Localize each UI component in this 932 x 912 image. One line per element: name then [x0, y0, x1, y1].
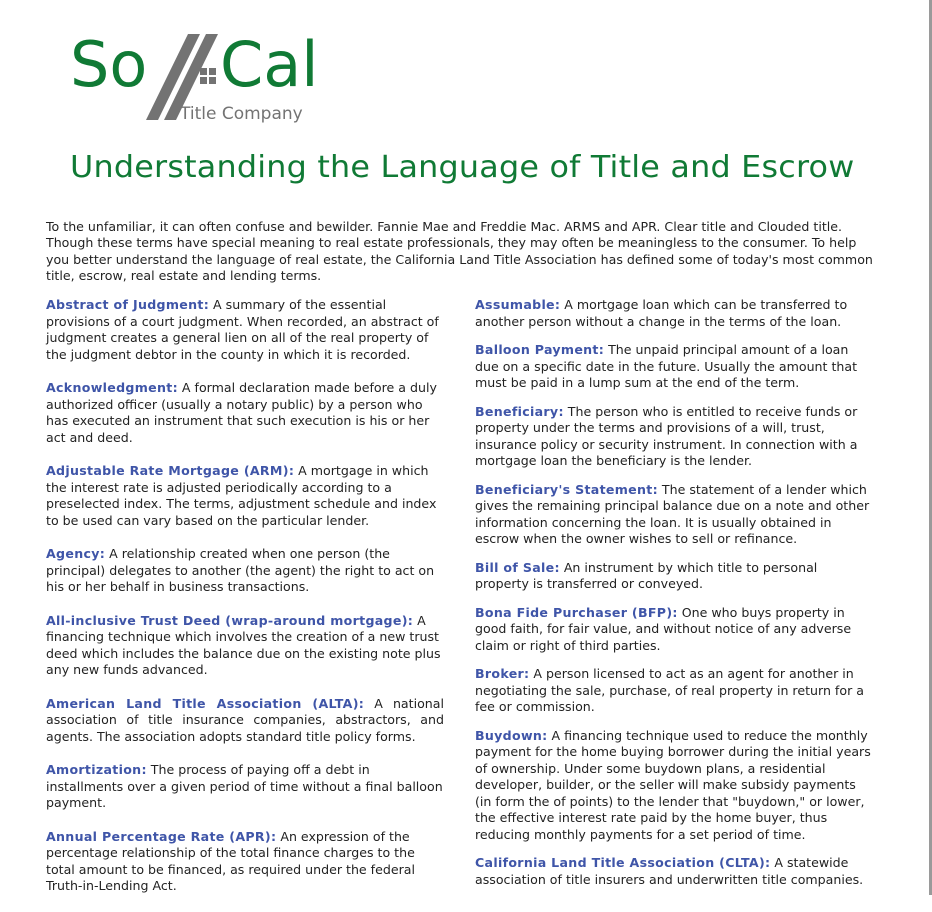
term-definition: The unpaid principal amount of a loan due on a specific date in the future. Usually the amount that must be paid in a lump sum at the end of the term. [475, 342, 858, 390]
logo-cal-text: Cal [220, 28, 319, 101]
glossary-entry [46, 829, 444, 895]
glossary-entry [46, 463, 444, 529]
intro-paragraph: To the unfamiliar, it can often confuse and bewilder. Fannie Mae and Freddie Mac. ARMS and APR. Clear title and Clouded title. Though these terms have special meaning to real estate professionals, they may often be meaningless to the consumer. To help you better understand the language of real estate, the California Land Title Association has defined some of today's most common title, escrow, real estate and lending terms. [46, 218, 873, 284]
glossary-entry [46, 762, 444, 812]
glossary-entry [475, 342, 873, 392]
term-label: Acknowledgment: [46, 380, 178, 395]
logo-subtitle: Title Company [180, 104, 303, 124]
term-definition: The statement of a lender which gives the remaining principal balance due on a note and other information concerning the loan. It is usually obtained in escrow when the owner wishes to sell or refinance. [475, 481, 870, 546]
term-label: Adjustable Rate Mortgage (ARM): [46, 463, 295, 478]
term-definition: A relationship created when one person (the principal) delegates to another (the agent) the right to act on his or her behalf in business transactions. [46, 546, 435, 594]
term-definition: An instrument by which title to personal property is transferred or conveyed. [475, 559, 818, 591]
glossary-entry [475, 482, 873, 548]
term-definition: A person licensed to act as an agent for another in negotiating the sale, purchase, of real property in return for a fee or commission. [475, 666, 864, 714]
glossary-entry [475, 560, 873, 593]
page-title: Understanding the Language of Title and Escrow [70, 150, 855, 186]
glossary-entry [46, 380, 444, 446]
term-definition: A summary of the essential provisions of a court judgment. When recorded, an abstract of judgment creates a general lien on all of the real property of the judgment debtor in the county in which it is recorded. [46, 297, 439, 362]
term-definition: The person who is entitled to receive funds or property under the terms and provisions of a will, trust, insurance policy or security instrument. In connection with a mortgage loan the beneficiary is the lender. [475, 403, 858, 468]
socal-logo [70, 28, 350, 128]
term-label: Buydown: [475, 727, 548, 743]
term-definition: A mortgage in which the interest rate is adjusted periodically according to a preselected index. The terms, adjustment schedule and index to be used can vary based on the particular lender. [46, 463, 437, 528]
term-label: Agency: [46, 546, 106, 561]
term-label: American Land Title Association (ALTA): [46, 695, 365, 711]
term-label: Annual Percentage Rate (APR): [46, 828, 277, 844]
term-label: Beneficiary's Statement: [475, 481, 658, 497]
term-definition: A national association of title insurance companies, abstractors, and agents. The association adopts standard title policy forms. [46, 695, 444, 744]
term-definition: A mortgage loan which can be transferred to another person without a change in the terms of the loan. [475, 297, 848, 329]
glossary-entry [475, 855, 873, 888]
term-definition: An expression of the percentage relationship of the total finance charges to the total amount to be financed, as required under the federal Truth-in-Lending Act. [46, 828, 416, 893]
term-label: Bill of Sale: [475, 559, 560, 575]
term-definition: A formal declaration made before a duly authorized officer (usually a notary public) by a person who has executed an instrument that such execution is his or her act and deed. [46, 380, 437, 445]
glossary-entry [46, 546, 444, 596]
term-label: Broker: [475, 666, 530, 681]
term-label: Abstract of Judgment: [46, 297, 210, 312]
logo-mark-icon [70, 28, 350, 128]
glossary-entry [475, 297, 873, 330]
glossary-entry [475, 605, 873, 655]
glossary-right-column [475, 297, 873, 900]
term-definition: One who buys property in good faith, for fair value, and without notice of any adverse claim or right of third parties. [475, 604, 852, 653]
glossary-entry [475, 728, 873, 844]
term-label: Amortization: [46, 762, 147, 777]
term-label: Assumable: [475, 297, 561, 312]
glossary-left-column [46, 297, 444, 912]
logo-so-text: So [70, 28, 148, 101]
glossary-entry [46, 696, 444, 746]
glossary-entry [46, 297, 444, 363]
glossary-entry [46, 613, 444, 679]
term-definition: The process of paying off a debt in installments over a given period of time without a final balloon payment. [46, 762, 443, 810]
term-definition: A financing technique which involves the creation of a new trust deed which includes the balance due on the existing note plus any new funds advanced. [46, 612, 441, 677]
term-label: Bona Fide Purchaser (BFP): [475, 604, 678, 620]
term-definition: A financing technique used to reduce the monthly payment for the home buying borrower during the initial years of ownership. Under some buydown plans, a residential developer, builder, or the seller will make subsidy payments (in form the of points) to the lender that "buydown," or lower, the effective interest rate paid by the home buyer, thus reducing monthly payments for a set period of time. [475, 727, 871, 842]
term-label: Balloon Payment: [475, 342, 605, 357]
term-label: Beneficiary: [475, 403, 564, 419]
glossary-entry [475, 666, 873, 716]
glossary-entry [475, 404, 873, 470]
term-label: California Land Title Association (CLTA): [475, 855, 771, 870]
term-definition: A statewide association of title insurers and underwritten title companies. [475, 855, 864, 887]
term-label: All-inclusive Trust Deed (wrap-around mortgage): [46, 612, 414, 628]
